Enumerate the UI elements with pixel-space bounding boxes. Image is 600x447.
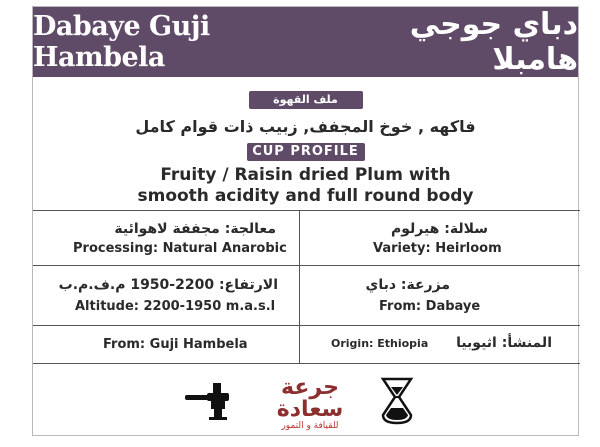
altitude-arabic: الارتفاع: 2200-1950 م.ف.م.ب bbox=[58, 277, 278, 293]
processing-arabic: معالجة: مجففة لاهوائية bbox=[114, 221, 276, 237]
divider-column bbox=[299, 210, 300, 363]
variety-english: Variety: Heirloom bbox=[373, 241, 502, 256]
divider-row-1 bbox=[33, 265, 580, 266]
espresso-portafilter-icon bbox=[183, 379, 235, 423]
brand-logo bbox=[270, 377, 350, 431]
cup-profile-label-english: CUP PROFILE bbox=[247, 143, 365, 161]
processing-english: Processing: Natural Anarobic bbox=[73, 241, 287, 256]
from-region-english: From: Guji Hambela bbox=[103, 337, 248, 352]
variety-arabic: سلالة: هيرلوم bbox=[390, 221, 488, 237]
origin-arabic: المنشأ: اثيوبيا bbox=[456, 335, 552, 351]
tasting-notes-english bbox=[33, 165, 578, 207]
header-banner bbox=[33, 7, 578, 77]
coffee-label-card bbox=[32, 6, 579, 436]
origin-english: Origin: Ethiopia bbox=[331, 337, 429, 350]
farm-english: From: Dabaye bbox=[379, 299, 481, 314]
title-arabic: دباي جوجي هامبلا bbox=[409, 7, 578, 77]
tasting-notes-line-1: Fruity / Raisin dried Plum with bbox=[160, 165, 451, 185]
altitude-english: Altitude: 2200-1950 m.a.s.l bbox=[75, 299, 276, 314]
divider-top bbox=[33, 210, 580, 211]
cup-profile-label-arabic: ملف القهوة bbox=[249, 91, 363, 109]
divider-row-2 bbox=[33, 325, 580, 326]
brand-logo-text: جرعة سعادة bbox=[276, 375, 344, 422]
divider-row-3 bbox=[33, 363, 580, 364]
tasting-notes-arabic: فاكهه , خوخ المجفف, زبيب ذات قوام كامل bbox=[135, 117, 476, 136]
title-english: Dabaye Guji Hambela bbox=[33, 11, 210, 73]
brand-logo-subtext: للقيافة و التمور bbox=[281, 421, 339, 431]
tasting-notes-line-2: smooth acidity and full round body bbox=[137, 186, 474, 206]
chemex-pour-over-icon bbox=[377, 375, 417, 427]
farm-arabic: مزرعة: دباي bbox=[365, 277, 450, 293]
